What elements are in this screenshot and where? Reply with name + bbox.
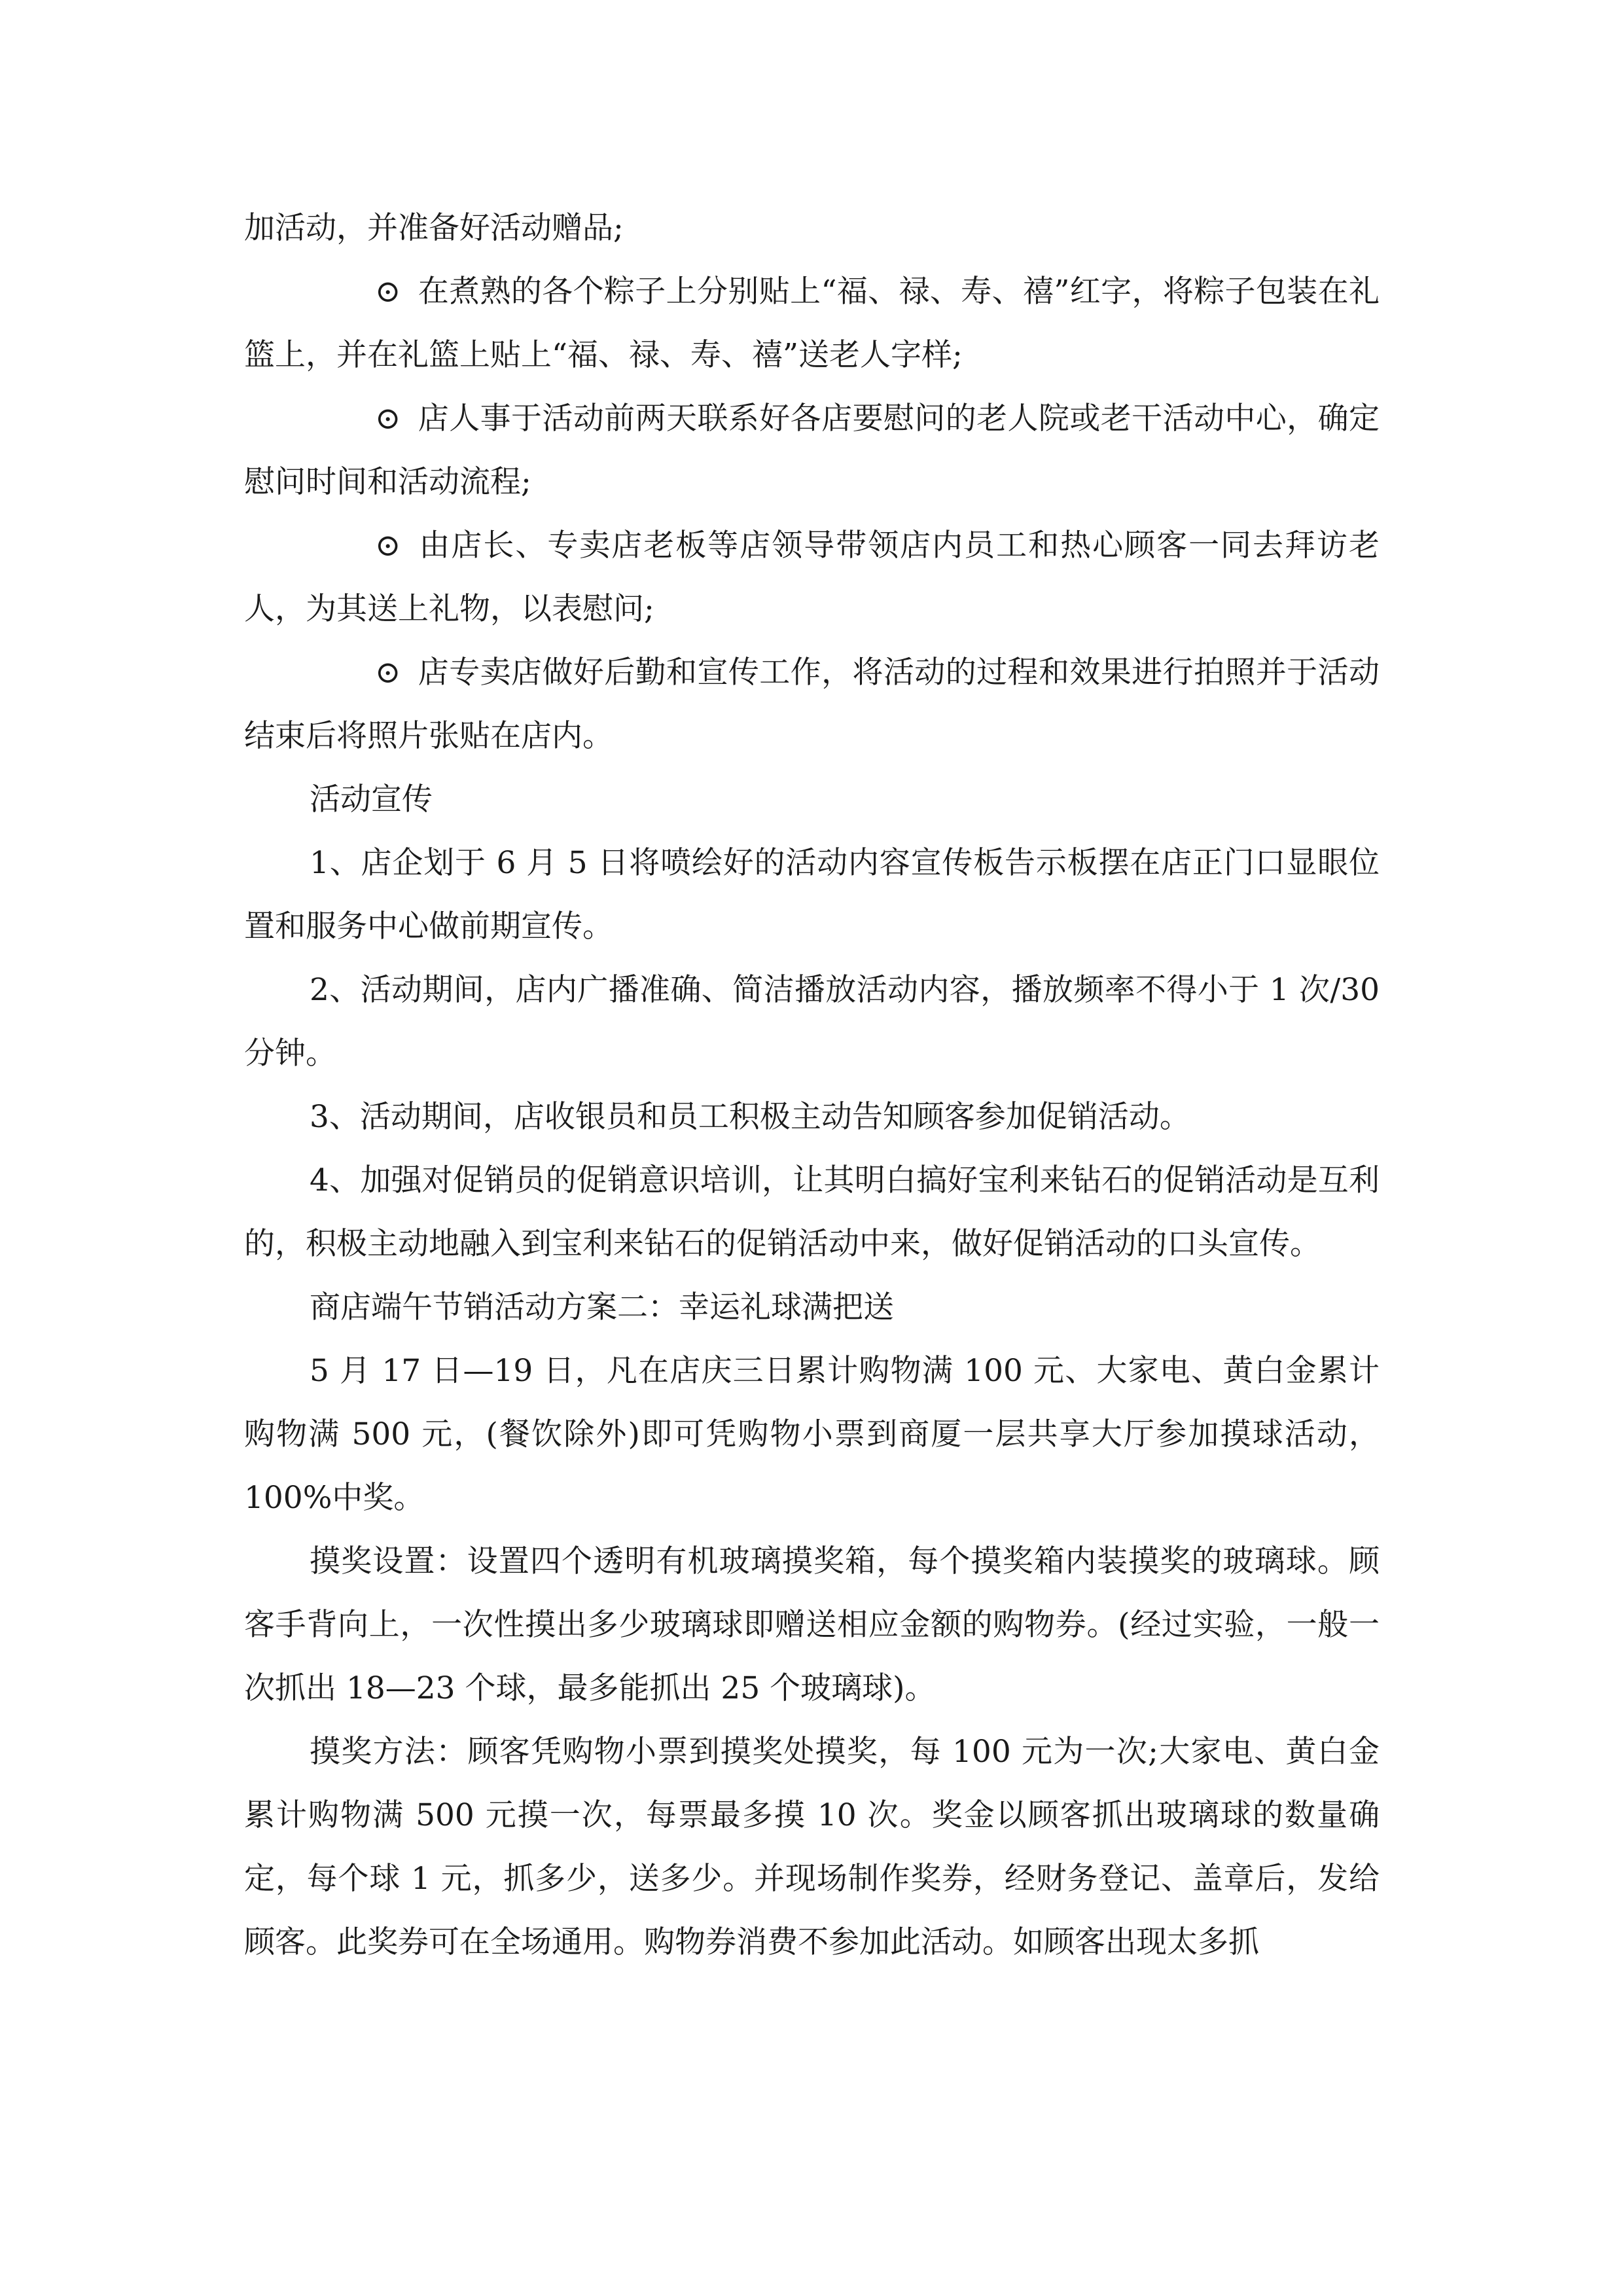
bullet-text: 店人事于活动前两天联系好各店要慰问的老人院或老干活动中心，确定慰问时间和活动流程; bbox=[244, 401, 1380, 500]
bullet-item bbox=[244, 260, 1380, 387]
paragraph-continuation: 加活动，并准备好活动赠品; bbox=[244, 210, 624, 246]
bullet-circle-icon: ⊙ bbox=[375, 528, 401, 564]
paragraph: 3、活动期间，店收银员和员工积极主动告知顾客参加促销活动。 bbox=[310, 1099, 1190, 1135]
paragraph: 摸奖方法：顾客凭购物小票到摸奖处摸奖，每 100 元为一次;大家电、黄白金累计购物满 500 元摸一次，每票最多摸 10 次。奖金以顾客抓出玻璃球的数量确定，每个球 1 元，抓多少，送多少。并现场制作奖券，经财务登记、盖章后，发给顾客。此奖券可在全场通用。购物券消费不参加此活动。如顾客出现太多抓 bbox=[244, 1734, 1380, 1960]
paragraph: 摸奖设置：设置四个透明有机玻璃摸奖箱，每个摸奖箱内装摸奖的玻璃球。顾客手背向上，一次性摸出多少玻璃球即赠送相应金额的购物券。(经过实验，一般一次抓出 18—23 个球，最多能抓出 25 个玻璃球)。 bbox=[244, 1543, 1380, 1706]
paragraph: 2、活动期间，店内广播准确、简洁播放活动内容，播放频率不得小于 1 次/30 分钟。 bbox=[244, 972, 1380, 1071]
bullet-item bbox=[244, 641, 1380, 768]
bullet-item bbox=[244, 387, 1380, 514]
bullet-circle-icon: ⊙ bbox=[375, 274, 401, 310]
section-heading: 活动宣传 bbox=[310, 781, 433, 817]
bullet-item bbox=[244, 514, 1380, 641]
paragraph: 4、加强对促销员的促销意识培训，让其明白搞好宝利来钻石的促销活动是互利的，积极主动地融入到宝利来钻石的促销活动中来，做好促销活动的口头宣传。 bbox=[244, 1162, 1380, 1262]
bullet-text: 在煮熟的各个粽子上分别贴上“福、禄、寿、禧”红字，将粽子包装在礼篮上，并在礼篮上贴上“福、禄、寿、禧”送老人字样; bbox=[244, 274, 1380, 373]
bullet-circle-icon: ⊙ bbox=[375, 655, 401, 691]
paragraph: 1、店企划于 6 月 5 日将喷绘好的活动内容宣传板告示板摆在店正门口显眼位置和服务中心做前期宣传。 bbox=[244, 845, 1380, 944]
document-body bbox=[244, 196, 1380, 1974]
paragraph: 5 月 17 日—19 日，凡在店庆三日累计购物满 100 元、大家电、黄白金累计购物满 500 元，(餐饮除外)即可凭购物小票到商厦一层共享大厅参加摸球活动，100%中奖。 bbox=[244, 1353, 1380, 1516]
section-heading: 商店端午节销活动方案二：幸运礼球满把送 bbox=[310, 1289, 894, 1325]
bullet-text: 店专卖店做好后勤和宣传工作，将活动的过程和效果进行拍照并于活动结束后将照片张贴在店内。 bbox=[244, 655, 1380, 754]
bullet-circle-icon: ⊙ bbox=[375, 401, 401, 437]
bullet-text: 由店长、专卖店老板等店领导带领店内员工和热心顾客一同去拜访老人，为其送上礼物，以表慰问; bbox=[244, 528, 1380, 627]
